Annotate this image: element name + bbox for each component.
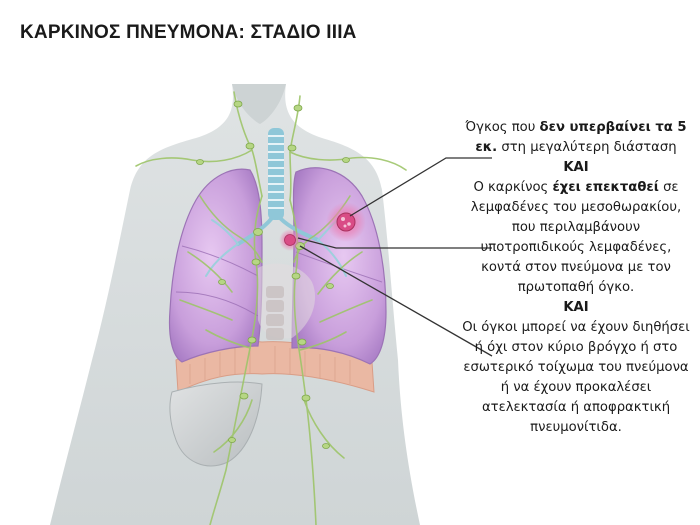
stage-description [462, 118, 690, 438]
page-title: ΚΑΡΚΙΝΟΣ ΠΝΕΥΜΟΝΑ: ΣΤΑΔΙΟ IIIA [20, 22, 357, 43]
and-connector-2: ΚΑΙ [563, 300, 589, 315]
invasion-criterion: Οι όγκοι μπορεί να έχουν διηθήσει ή όχι στον κύριο βρόγχο ή στο εσωτερικό τοίχωμα του πνεύμονα ή να έχουν προκαλέσει ατελεκτασία ή αποφρακτική πνευμονίτιδα. [462, 320, 690, 435]
and-connector-1: ΚΑΙ [563, 160, 589, 175]
tumor-size-criterion: Όγκος που δεν υπερβαίνει τα 5 εκ. στη μεγαλύτερη διάσταση [465, 120, 687, 155]
affected-lymph-node [279, 229, 301, 251]
lymph-node-criterion: Ο καρκίνος έχει επεκταθεί σε λεμφαδένες του μεσοθωρακίου, που περιλαμβάνουν υποτροπιδικούς λεμφαδένες, κοντά στον πνεύμονα με τον πρωτοπαθή όγκο. [470, 180, 682, 295]
trachea [268, 128, 284, 220]
primary-tumor [326, 202, 366, 242]
